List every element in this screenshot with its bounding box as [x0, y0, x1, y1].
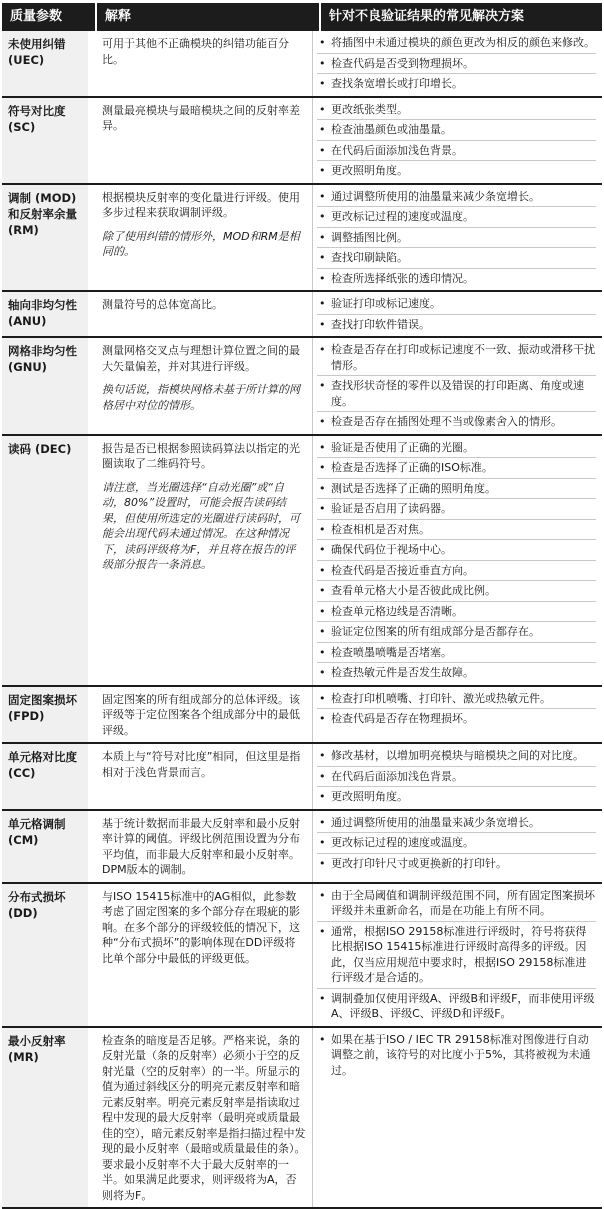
solutions-cell	[312, 338, 602, 434]
parameter-name: 未使用纠错 (UEC)	[2, 31, 88, 96]
solutions-list	[317, 187, 596, 289]
solution-item: • 检查代码是否接近垂直方向。	[317, 561, 596, 582]
solution-item: • 验证定位图案的所有组成部分是否都存在。	[317, 622, 596, 643]
parameter-name: 分布式损坏 (DD)	[2, 884, 88, 1026]
solution-item: • 查找形状奇怪的零件以及错误的打印距离、角度或速度。	[317, 376, 596, 412]
table-row	[2, 884, 602, 1028]
explanation-text: 测量网格交叉点与理想计算位置之间的最大矢量偏差，并对其进行评级。	[102, 343, 306, 374]
solution-item: • 更改标记过程的速度或温度。	[317, 833, 596, 854]
solution-item: • 通过调整所使用的油墨量来减少条宽增长。	[317, 187, 596, 208]
explanation-text: 本质上与“符号对比度”相同，但这里是指相对于浅色背景而言。	[102, 749, 306, 780]
table-row	[2, 31, 602, 98]
parameter-name: 单元格调制 (CM)	[2, 811, 88, 882]
solution-item: • 由于全局阈值和调制评级范围不同，所有固定图案损坏评级并未重新命名，而是在功能上有所不同。	[317, 886, 596, 922]
explanation-note: 请注意，当光圈选择“自动光圈”或“自动，80%”设置时，可能会报告读码结果，但使用所选定的光圈进行读码时，可能会出现代码未通过情况。在这种情况下，读码评级将为F，并且将在报告的评级部分报告一条消息。	[102, 480, 306, 573]
solution-item: • 查找条宽增长或打印增长。	[317, 74, 596, 94]
solutions-list	[317, 1030, 596, 1081]
solutions-cell	[312, 811, 602, 882]
parameter-explanation	[88, 436, 312, 685]
explanation-text: 检查条的暗度是否足够。严格来说，条的反射光量（条的反射率）必须小于空的反射光量（空的反射率）的一半。所显示的值为通过斜线区分的明亮元素反射率和暗元素反射率。明亮元素反射率是指读取过程中发现的最大反射率（最明亮或质量最佳的空），暗元素反射率是指扫描过程中发现的最小反射率（最暗或质量最佳的条）。要求最小反射率不大于最大反射率的一半。如果满足此要求，则评级将为A，否则将为F。	[102, 1033, 306, 1204]
solution-item: • 检查代码是否存在物理损坏。	[317, 709, 596, 729]
solution-item: • 将插图中未通过模块的颜色更改为相反的颜色来修改。	[317, 33, 596, 54]
explanation-text: 基于统计数据而非最大反射率和最小反射率计算的阈值。评级比例范围设置为分布平均值，而非最大反射率和最小反射率。DPM版本的调制。	[102, 816, 306, 878]
solution-item: • 调整插图比例。	[317, 228, 596, 249]
solutions-list	[317, 438, 596, 683]
solution-item: • 检查热敏元件是否发生故障。	[317, 663, 596, 683]
table-row	[2, 338, 602, 436]
solution-item: • 测试是否选择了正确的照明角度。	[317, 479, 596, 500]
explanation-note: 除了使用纠错的情形外，MOD和RM是相同的。	[102, 229, 306, 260]
parameter-name: 调制 (MOD) 和反射率余量 (RM)	[2, 185, 88, 291]
explanation-note: 换句话说，指模块网格未基于所计算的网格居中对位的情形。	[102, 382, 306, 413]
parameter-name: 单元格对比度 (CC)	[2, 744, 88, 809]
parameter-explanation	[88, 31, 312, 96]
parameter-explanation	[88, 98, 312, 183]
solutions-cell	[312, 185, 602, 291]
parameter-name: 符号对比度 (SC)	[2, 98, 88, 183]
table-row	[2, 98, 602, 185]
solution-item: • 确保代码位于视场中心。	[317, 540, 596, 561]
solution-item: • 更改照明角度。	[317, 161, 596, 181]
solution-item: • 更改照明角度。	[317, 787, 596, 807]
table-row	[2, 292, 602, 338]
solutions-cell	[312, 744, 602, 809]
parameter-explanation	[88, 811, 312, 882]
table-row	[2, 811, 602, 884]
solutions-cell	[312, 31, 602, 96]
header-explanation: 解释	[95, 3, 319, 31]
parameter-explanation	[88, 687, 312, 743]
solution-item: • 检查是否存在插图处理不当或像素舍入的情形。	[317, 412, 596, 432]
solution-item: • 检查油墨颜色或油墨量。	[317, 120, 596, 141]
parameter-explanation	[88, 1028, 312, 1208]
solution-item: • 查看单元格大小是否彼此成比例。	[317, 581, 596, 602]
solutions-list	[317, 689, 596, 729]
solutions-cell	[312, 687, 602, 743]
explanation-text: 根据模块反射率的变化量进行评级。使用多步过程来获取调制评级。	[102, 190, 306, 221]
solution-item: • 验证打印或标记速度。	[317, 294, 596, 315]
solution-item: • 更改标记过程的速度或温度。	[317, 207, 596, 228]
solution-item: • 检查喷墨喷嘴是否堵塞。	[317, 643, 596, 664]
table-header	[2, 3, 602, 31]
solution-item: • 在代码后面添加浅色背景。	[317, 767, 596, 788]
parameter-name: 网格非均匀性 (GNU)	[2, 338, 88, 434]
explanation-text: 测量最亮模块与最暗模块之间的反射率差异。	[102, 103, 306, 134]
solution-item: • 检查代码是否受到物理损坏。	[317, 54, 596, 75]
solutions-list	[317, 813, 596, 874]
solution-item: • 修改基材，以增加明亮模块与暗模块之间的对比度。	[317, 746, 596, 767]
solutions-list	[317, 33, 596, 94]
solutions-list	[317, 886, 596, 1024]
solutions-cell	[312, 1028, 602, 1208]
parameter-explanation	[88, 338, 312, 434]
solutions-cell	[312, 98, 602, 183]
table-row	[2, 744, 602, 811]
header-solutions: 针对不良验证结果的常见解决方案	[319, 3, 602, 31]
solution-item: • 检查相机是否对焦。	[317, 520, 596, 541]
solution-item: • 在代码后面添加浅色背景。	[317, 141, 596, 162]
table-row	[2, 185, 602, 293]
solution-item: • 调制叠加仅使用评级A、评级B和评级F，而非使用评级A、评级B、评级C、评级D和评级F。	[317, 989, 596, 1024]
solution-item: • 检查单元格边线是否清晰。	[317, 602, 596, 623]
header-parameter: 质量参数	[2, 3, 88, 31]
parameter-name: 最小反射率 (MR)	[2, 1028, 88, 1208]
solution-item: • 检查是否存在打印或标记速度不一致、振动或滑移干扰情形。	[317, 340, 596, 376]
explanation-text: 与ISO 15415标准中的AG相似，此参数考虑了固定图案的多个部分存在瑕疵的影响。在多个部分的评级较低的情况下，这种“分布式损坏”的影响体现在DD评级将比单个部分中最低的评级更低。	[102, 889, 306, 967]
solution-item: • 检查是否选择了正确的ISO标准。	[317, 458, 596, 479]
parameter-explanation	[88, 185, 312, 291]
solution-item: • 查找打印软件错误。	[317, 315, 596, 335]
solution-item: • 验证是否启用了读码器。	[317, 499, 596, 520]
solutions-cell	[312, 436, 602, 685]
parameter-explanation	[88, 292, 312, 336]
quality-parameters-table	[2, 3, 602, 1209]
explanation-text: 报告是否已根据参照读码算法以指定的光圈读取了二维码符号。	[102, 441, 306, 472]
solution-item: • 更改打印针尺寸或更换新的打印针。	[317, 854, 596, 874]
solution-item: • 检查打印机喷嘴、打印针、激光或热敏元件。	[317, 689, 596, 710]
parameter-name: 固定图案损坏 (FPD)	[2, 687, 88, 743]
solutions-cell	[312, 884, 602, 1026]
parameter-explanation	[88, 744, 312, 809]
solutions-cell	[312, 292, 602, 336]
solution-item: • 通常，根据ISO 29158标准进行评级时，符号将获得比根据ISO 15415标准进行评级时高得多的评级。因此，仅当应用规范中要求时，根据ISO 29158标准进行评级才是合适的。	[317, 922, 596, 989]
table-row	[2, 1028, 602, 1209]
solutions-list	[317, 746, 596, 807]
explanation-text: 固定图案的所有组成部分的总体评级。该评级等于定位图案各个组成部分中的最低评级。	[102, 692, 306, 739]
parameter-name: 轴向非均匀性 (ANU)	[2, 292, 88, 336]
table-row	[2, 436, 602, 687]
solution-item: • 通过调整所使用的油墨量来减少条宽增长。	[317, 813, 596, 834]
parameter-name: 读码 (DEC)	[2, 436, 88, 685]
explanation-text: 可用于其他不正确模块的纠错功能百分比。	[102, 36, 306, 67]
table-row	[2, 687, 602, 745]
solutions-list	[317, 100, 596, 181]
parameter-explanation	[88, 884, 312, 1026]
solution-item: • 查找印刷缺陷。	[317, 248, 596, 269]
solutions-list	[317, 340, 596, 432]
solutions-list	[317, 294, 596, 334]
solution-item: • 验证是否使用了正确的光圈。	[317, 438, 596, 459]
table-body	[2, 31, 602, 1209]
solution-item: • 检查所选择纸张的透印情况。	[317, 269, 596, 289]
solution-item: • 更改纸张类型。	[317, 100, 596, 121]
solution-item: • 如果在基于ISO / IEC TR 29158标准对图像进行自动调整之前，该符号的对比度小于5%，其将被视为未通过。	[317, 1030, 596, 1081]
explanation-text: 测量符号的总体宽高比。	[102, 297, 306, 313]
